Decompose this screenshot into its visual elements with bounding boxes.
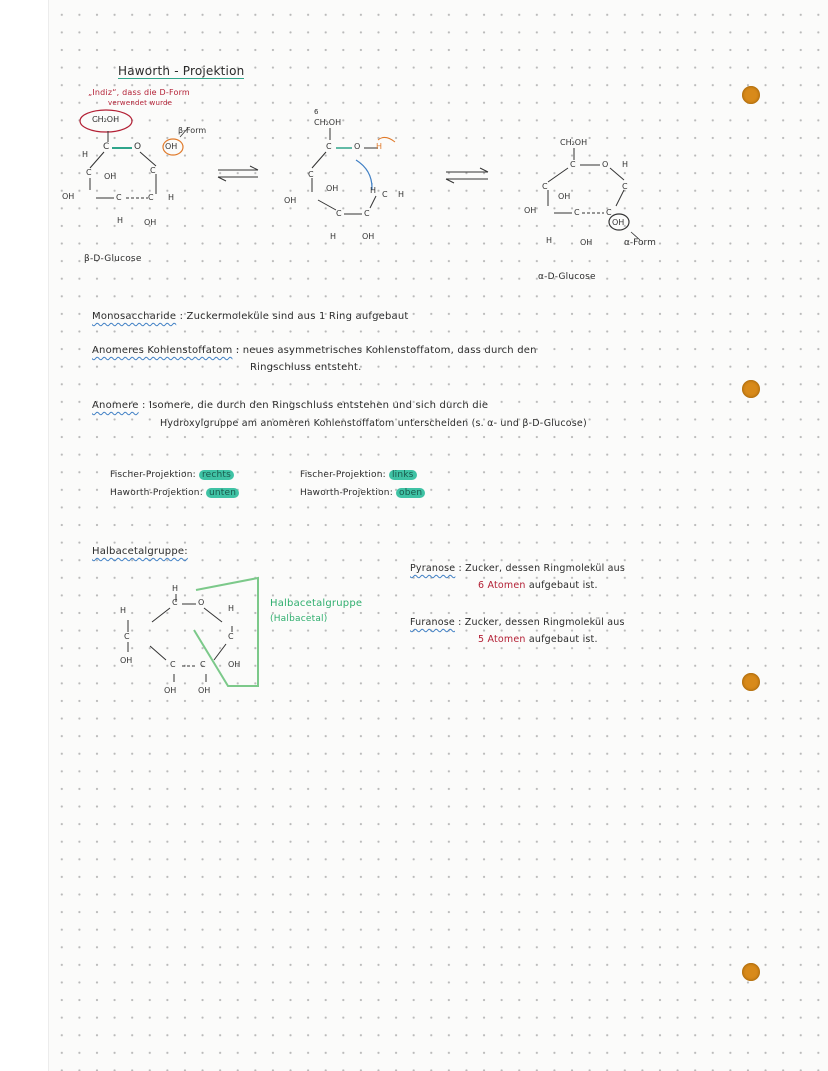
atom-count: 5 Atomen <box>478 634 526 645</box>
atom-c: C <box>336 209 342 218</box>
atom-o: O <box>198 598 205 607</box>
atom-oh: OH <box>198 686 211 695</box>
atom-oh: OH <box>120 656 133 665</box>
term: Anomeres Kohlenstoffatom <box>92 345 233 356</box>
atom-h: H <box>546 236 553 245</box>
atom-c: C <box>622 182 628 191</box>
furanose-cont <box>478 634 598 645</box>
atom-c: C <box>382 190 388 199</box>
highlight-value: links <box>389 470 417 480</box>
red-note-line2: verwendet wurde <box>108 99 173 107</box>
definition-text: aufgebaut ist. <box>528 634 598 645</box>
alpha-form-label: α-Form <box>624 238 656 248</box>
label: Fischer-Projektion: <box>300 470 386 480</box>
atom-h: H <box>228 604 235 613</box>
label: Haworth-Projektion: <box>300 488 393 498</box>
atom-c: C <box>364 209 370 218</box>
atom-h: H <box>330 232 337 241</box>
highlight-value: oben <box>396 488 425 498</box>
page-title: Haworth - Projektion <box>118 64 245 78</box>
atom-c: C <box>326 142 332 151</box>
atom-o: O <box>354 142 361 151</box>
definition-text: : Isomere, die durch den Ringschluss entstehen und sich durch die <box>142 400 489 411</box>
atom-oh: OH <box>144 218 157 227</box>
atom-oh: OH <box>165 142 178 151</box>
definition-text-cont: Ringschluss entsteht. <box>250 362 362 373</box>
atom-h: H <box>172 584 179 593</box>
atom-oh: OH <box>284 196 297 205</box>
atom-oh: OH <box>558 192 571 201</box>
beta-d-glucose-label: β-D-Glucose <box>84 254 142 264</box>
beta-form-label: β-Form <box>178 126 207 135</box>
term: Furanose <box>410 617 455 628</box>
halbacetal-box <box>194 578 258 686</box>
atom-h: H <box>117 216 124 225</box>
ch2oh-label: CH₂OH <box>314 118 342 127</box>
atom-c: C <box>124 632 130 641</box>
atom-oh: OH <box>362 232 375 241</box>
definition-text-cont: Hydroxylgruppe am anomeren Kohlenstoffatom unterscheiden (s. α- und β-D-Glucose) <box>160 418 587 429</box>
definition-text: : Zuckermoleküle sind aus 1 Ring aufgebaut <box>179 311 409 322</box>
atom-oh: OH <box>62 192 75 201</box>
atom-h: H <box>376 142 383 151</box>
atom-c: C <box>200 660 206 669</box>
atom-oh: OH <box>524 206 537 215</box>
halbacetal-heading: Halbacetalgruppe: <box>92 546 188 557</box>
atom-oh: OH <box>104 172 117 181</box>
term: Monosaccharide <box>92 311 177 322</box>
halbacetal-box-sublabel: (Halbacetal) <box>270 614 328 624</box>
atom-oh: OH <box>326 184 339 193</box>
red-note-line1: „Indiz“, dass die D-Form <box>88 88 190 97</box>
atom-c: C <box>606 208 612 217</box>
highlight-value: unten <box>206 488 239 498</box>
ch2oh-label: CH₂OH <box>560 138 588 147</box>
atom-count: 6 Atomen <box>478 580 526 591</box>
pyranose-cont <box>478 580 598 591</box>
atom-oh: OH <box>164 686 177 695</box>
atom-h: H <box>398 190 405 199</box>
alpha-d-glucose-label: α-D-Glucose <box>538 272 596 282</box>
atom-oh: OH <box>228 660 241 669</box>
atom-c: C <box>228 632 234 641</box>
atom-c: C <box>574 208 580 217</box>
label: Haworth-Projektion: <box>110 488 203 498</box>
definition-text: aufgebaut ist. <box>528 580 598 591</box>
term: Pyranose <box>410 563 456 574</box>
definition-text: : neues asymmetrisches Kohlenstoffatom, dass durch den <box>235 345 537 356</box>
atom-h: H <box>370 186 377 195</box>
atom-o: O <box>602 160 609 169</box>
halbacetal-box-label: Halbacetalgruppe <box>270 598 363 609</box>
atom-c: C <box>570 160 576 169</box>
atom-c: C <box>308 170 314 179</box>
atom-h: H <box>120 606 127 615</box>
atom-h: H <box>82 150 89 159</box>
atom-c: C <box>148 193 154 202</box>
atom-c: C <box>542 182 548 191</box>
term: Anomere <box>92 400 139 411</box>
ch2oh-label: CH₂OH <box>92 115 120 124</box>
atom-oh: OH <box>612 218 625 227</box>
atom-c: C <box>103 142 110 152</box>
definition-text: : Zucker, dessen Ringmolekül aus <box>458 563 626 574</box>
atom-c: C <box>170 660 176 669</box>
atom-oh: OH <box>580 238 593 247</box>
atom-h: H <box>168 193 175 202</box>
label: Fischer-Projektion: <box>110 470 196 480</box>
atom-h: H <box>622 160 629 169</box>
highlight-value: rechts <box>199 470 234 480</box>
definition-furanose <box>410 617 625 628</box>
definition-pyranose <box>410 563 625 574</box>
atom-c: C <box>172 598 178 607</box>
definition-text: : Zucker, dessen Ringmolekül aus <box>458 617 625 628</box>
atom-c: C <box>150 166 156 175</box>
atom-o: O <box>134 142 142 152</box>
atom-c: C <box>86 168 92 177</box>
atom-c: C <box>116 193 122 202</box>
carbon-number: 6 <box>314 108 319 116</box>
